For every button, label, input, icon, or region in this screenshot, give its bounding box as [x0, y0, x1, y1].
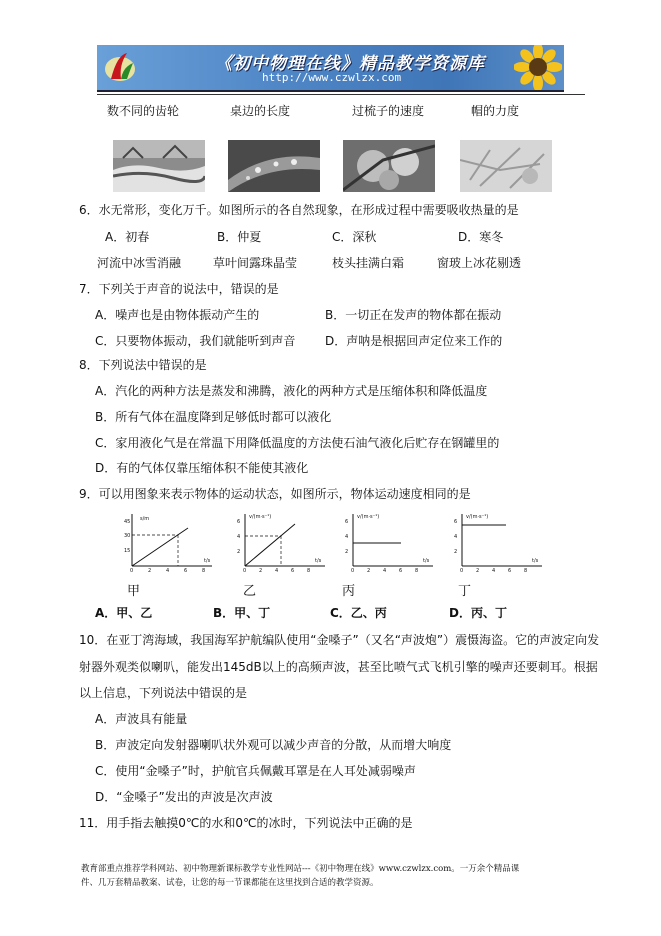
q6-caption-3: 枝头挂满白霜	[332, 256, 405, 270]
graph-ding-ytick: 6	[454, 519, 458, 525]
q6-stem: 6．水无常形，变化万千。如图所示的各自然现象，在形成过程中需要吸收热量的是	[79, 203, 519, 217]
graph-ding-ytick: 4	[454, 534, 458, 540]
q6-caption-2: 草叶间露珠晶莹	[213, 256, 298, 270]
graph-yi-line	[245, 524, 295, 566]
graph-bing-xtick: 8	[415, 568, 419, 574]
q8-option-c: C．家用液化气是在常温下用降低温度的方法使石油气液化后贮存在钢罐里的	[95, 436, 500, 450]
banner-title: 《初中物理在线》精品教学资源库	[215, 54, 485, 74]
photo-ice-melting	[113, 140, 205, 192]
q7-option-b: B．一切正在发声的物体都在振动	[325, 308, 502, 322]
site-logo-icon	[103, 49, 137, 85]
photo-frost-branch	[343, 140, 435, 192]
q11-stem: 11．用手指去触摸0℃的水和0℃的冰时，下列说法中正确的是	[79, 816, 413, 830]
header-rule	[97, 94, 585, 95]
graph-label-jia: 甲	[127, 584, 141, 599]
graph-ding-ylabel: v/(m·s⁻¹)	[466, 514, 489, 520]
graph-yi-xtick: 6	[291, 568, 295, 574]
graph-bing	[337, 512, 437, 578]
q9-option-c: C．乙、丙	[330, 606, 387, 620]
graph-ding-xtick: 2	[476, 568, 480, 574]
q10-option-b: B．声波定向发射器喇叭状外观可以减少声音的分散，从而增大响度	[95, 738, 452, 752]
q7-option-a: A．噪声也是由物体振动产生的	[95, 308, 260, 322]
top-caption-1: 数不同的齿轮	[107, 104, 180, 118]
graph-bing-xtick: 4	[383, 568, 387, 574]
graph-bing-xlabel: t/s	[423, 558, 430, 564]
banner-url: http://www.czwlzx.com	[262, 71, 402, 84]
graph-yi-ytick: 2	[237, 549, 241, 555]
footer-line-2: 件、几万套精品教案、试卷，让您的每一节课都能在这里找到合适的教学资源。	[81, 878, 379, 888]
q6-option-b: B．仲夏	[217, 230, 262, 244]
graph-jia-xlabel: t/s	[204, 558, 211, 564]
graph-jia	[116, 512, 216, 578]
q9-option-b: B．甲、丁	[213, 606, 271, 620]
graph-yi-ytick: 4	[237, 534, 241, 540]
top-caption-4: 帽的力度	[471, 104, 520, 118]
graph-bing-xtick: 2	[367, 568, 371, 574]
graph-ding-xtick: 6	[508, 568, 512, 574]
graph-jia-xtick: 6	[184, 568, 188, 574]
graph-yi	[229, 512, 329, 578]
graph-jia-ytick: 45	[124, 519, 131, 525]
q9-option-a: A．甲、乙	[95, 606, 153, 620]
header-banner	[97, 45, 564, 92]
graph-jia-xtick: 0	[130, 568, 134, 574]
graph-yi-xtick: 8	[307, 568, 311, 574]
graph-yi-xlabel: t/s	[315, 558, 322, 564]
sunflower-icon	[514, 45, 562, 91]
graph-bing-ytick: 6	[345, 519, 349, 525]
top-caption-2: 桌边的长度	[230, 104, 291, 118]
top-caption-3: 过梳子的速度	[352, 104, 425, 118]
q6-caption-1: 河流中冰雪消融	[97, 256, 182, 270]
photo-window-ice	[460, 140, 552, 192]
q10-line-3: 以上信息，下列说法中错误的是	[79, 686, 248, 700]
graph-jia-xtick: 8	[202, 568, 206, 574]
q7-option-c: C．只要物体振动，我们就能听到声音	[95, 334, 296, 348]
q6-option-c: C．深秋	[332, 230, 377, 244]
graph-label-bing: 丙	[342, 584, 356, 599]
footer-line-1: 教育部重点推荐学科网站、初中物理新课标教学专业性网站---《初中物理在线》www.czwlzx.com。一万余个精品课	[81, 864, 520, 874]
q9-stem: 9．可以用图象来表示物体的运动状态，如图所示，物体运动速度相同的是	[79, 487, 471, 501]
graph-bing-ytick: 2	[345, 549, 349, 555]
q10-option-a: A．声波具有能量	[95, 712, 188, 726]
graph-label-yi: 乙	[243, 584, 257, 599]
q8-stem: 8．下列说法中错误的是	[79, 358, 207, 372]
q10-option-c: C．使用“金嗓子”时，护航官兵佩戴耳罩是在人耳处减弱噪声	[95, 764, 416, 778]
graph-jia-xtick: 4	[166, 568, 170, 574]
graph-ding	[446, 512, 546, 578]
graph-ding-xlabel: t/s	[532, 558, 539, 564]
q6-option-a: A．初春	[105, 230, 150, 244]
q7-option-d: D．声呐是根据回声定位来工作的	[325, 334, 503, 348]
page-footer	[81, 862, 591, 890]
q6-caption-4: 窗玻上冰花剔透	[437, 256, 522, 270]
q8-option-a: A．汽化的两种方法是蒸发和沸腾，液化的两种方式是压缩体积和降低温度	[95, 384, 488, 398]
graph-yi-xtick: 0	[243, 568, 247, 574]
graph-bing-ytick: 4	[345, 534, 349, 540]
graph-yi-ytick: 6	[237, 519, 241, 525]
q10-line-2: 射器外观类似喇叭，能发出145dB以上的高频声波，甚至比喷气式飞机引擎的噪声还要刺耳。根据	[79, 660, 598, 674]
q8-option-d: D．有的气体仅靠压缩体积不能使其液化	[95, 461, 309, 475]
q10-option-d: D．“金嗓子”发出的声波是次声波	[95, 790, 273, 804]
graph-bing-ylabel: v/(m·s⁻¹)	[357, 514, 380, 520]
q8-option-b: B．所有气体在温度降到足够低时都可以液化	[95, 410, 332, 424]
q10-line-1: 10．在亚丁湾海域，我国海军护航编队使用“金嗓子”（又名“声波炮”）震慑海盗。它的声波定向发	[79, 633, 600, 647]
graph-label-ding: 丁	[458, 584, 472, 599]
graph-ding-xtick: 4	[492, 568, 496, 574]
graph-ding-ytick: 2	[454, 549, 458, 555]
photo-dew-drops	[228, 140, 320, 192]
graph-jia-ytick: 15	[124, 548, 131, 554]
graph-ding-xtick: 0	[460, 568, 464, 574]
graph-jia-ytick: 30	[124, 533, 131, 539]
q6-option-d: D．寒冬	[458, 230, 504, 244]
graph-ding-xtick: 8	[524, 568, 528, 574]
graph-bing-xtick: 6	[399, 568, 403, 574]
graph-jia-line	[132, 528, 188, 566]
q7-stem: 7．下列关于声音的说法中，错误的是	[79, 282, 279, 296]
graph-yi-ylabel: v/(m·s⁻¹)	[249, 514, 272, 520]
graph-yi-xtick: 2	[259, 568, 263, 574]
graph-jia-xtick: 2	[148, 568, 152, 574]
graph-yi-xtick: 4	[275, 568, 279, 574]
graph-jia-ylabel: s/m	[140, 516, 150, 522]
graph-bing-xtick: 0	[351, 568, 355, 574]
q9-option-d: D．丙、丁	[449, 606, 507, 620]
